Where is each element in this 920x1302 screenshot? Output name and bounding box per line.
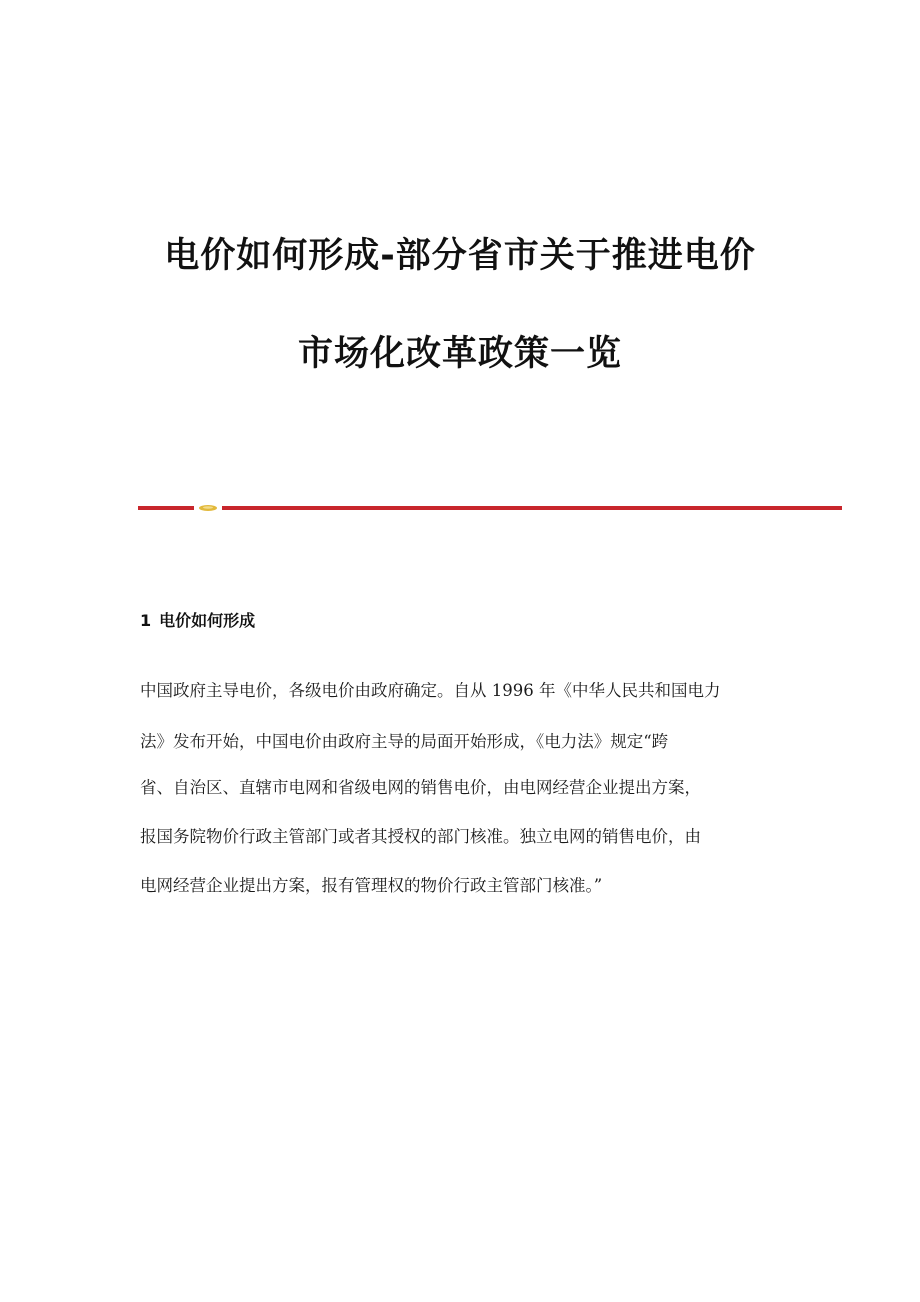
paragraph-line: 电网经营企业提出方案，报有管理权的物价行政主管部门核准。” (140, 876, 603, 895)
paragraph-line: 法》发布开始，中国电价由政府主导的局面开始形成，《电力法》规定“跨 (140, 732, 669, 751)
document-title-line-2: 市场化改革政策一览 (297, 334, 622, 374)
divider-ornament-icon (198, 504, 218, 512)
divider-rule-left (138, 506, 194, 510)
paragraph-line: 省、自治区、直辖市电网和省级电网的销售电价，由电网经营企业提出方案， (140, 778, 701, 797)
paragraph-line: 报国务院物价行政主管部门或者其授权的部门核准。独立电网的销售电价，由 (140, 827, 701, 846)
section-number: 1 (140, 611, 152, 630)
paragraph-line: 中国政府主导电价，各级电价由政府确定。自从 1996 年《中华人民共和国电力 (140, 681, 721, 700)
section-title: 电价如何形成 (159, 611, 256, 630)
section-heading (140, 611, 255, 631)
divider-rule-right (222, 506, 842, 510)
document-title-line-1: 电价如何形成-部分省市关于推进电价 (164, 236, 756, 276)
